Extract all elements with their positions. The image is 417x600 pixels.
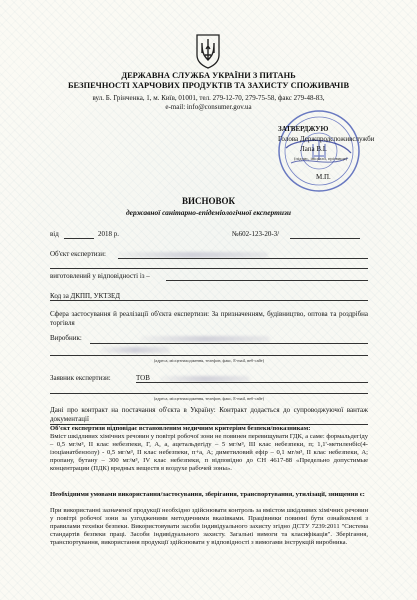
redacted-manufacturer [140, 336, 270, 342]
date-suffix: 2018 р. [98, 230, 119, 238]
org-name-line1: ДЕРЖАВНА СЛУЖБА УКРАЇНИ З ПИТАНЬ [121, 71, 296, 80]
object-line-2 [50, 268, 368, 269]
object-line [118, 258, 368, 259]
applicant-label: Заявник експертизи: [50, 374, 111, 382]
org-address: вул. Б. Грінченка, 1, м. Київ, 01001, тел. 279-12-70, 279-75-58, факс 279-48-83, [92, 94, 325, 102]
scope-text: За призначенням, будівництво, оптова та роздрібна торгівля [50, 310, 369, 327]
object-label: Об'єкт експертизи: [50, 250, 106, 258]
date-prefix: від [50, 230, 59, 238]
code-line [50, 300, 368, 301]
scope-paragraph [50, 310, 368, 328]
criteria-text: Вміст шкідливих хімічних речовин у повітрі робочої зони не повинен перевищувати ГДК, а саме: формальдегіду – 0,5 мг/м³, ІІ клас небезпеки, Г, А, а, ацетальдегіду – 5 мг/м³, ІІІ клас небезпеки, п; 1,1'-метиленбіс(4-ізоціанатбензолу) - 0,5 мг/м³, ІІ клас небезпеки, п+а, А; диметиловий ефір – 0,1 мг/м³, ІІ клас небезпеки, А; пропану, бутану – 300 мг/м³, IV клас небезпеки, п відповідно до СН 4617-88 «Предельно допустимые концентрации (ПДК) вредных веществ в воздухе рабочей зоны». [50, 433, 368, 473]
document-subtitle: державної санітарно-епідеміологічної експертизи [126, 208, 291, 217]
scope-label: Сфера застосування й реалізації об'єкта експертизи: [50, 310, 210, 318]
number-line [290, 238, 360, 239]
manufacturer-label: Виробник: [50, 334, 82, 342]
applicant-value: ТОВ [136, 374, 150, 382]
manufacturer-line-2 [50, 355, 368, 356]
approval-name-caption: (підпис, ініціали, прізвище) [294, 156, 348, 161]
applicant-caption: (адреса, місцезнаходження, телефон, факс, E-mail, веб-сайт) [153, 396, 265, 401]
ukraine-trident-emblem-icon [194, 33, 222, 69]
date-line [64, 238, 94, 239]
code-label: Код за ДКПП, УКТЗЕД [50, 292, 121, 300]
org-email: e-mail: info@consumer.gov.ua [165, 103, 252, 111]
approval-position: Голова Держпродспоживслужби [278, 135, 375, 143]
applicant-line [136, 382, 368, 383]
manufacturer-caption: (адреса, місцезнаходження, телефон, факс, E-mail, веб-сайт) [153, 358, 265, 363]
document-title: ВИСНОВОК [181, 196, 236, 206]
redacted-manufacturer-2 [100, 347, 170, 353]
contract-text: Дані про контракт на постачання об'єкта в Україну: Контракт додається до супроводжуючої вантаж документації [50, 406, 368, 423]
approval-block [278, 124, 374, 182]
org-name-line2: БЕЗПЕЧНОСТІ ХАРЧОВИХ ПРОДУКТІВ ТА ЗАХИСТУ СПОЖИВАЧІВ [67, 81, 350, 90]
criteria-heading: Об'єкт експертизи відповідає встановленим медичним критеріям безпеки/показникам: [50, 425, 311, 432]
applicant-line-2 [50, 393, 368, 394]
made-line [166, 280, 368, 281]
conditions-heading: Необхідними умовами використання/застосування, зберігання, транспортування, утилізації, знищення є: [50, 491, 365, 498]
conditions-text: При використанні зазначеної продукції необхідно здійснювати контроль за вмістом шкідливих хімічних речовин у повітрі робочої зони за узгодженими методичними вказівками. Працівники повинні бути ознайомлені з правилами техніки безпеки. Використовувати засоби індивідуального захисту згідно ДСТУ 7239:2011 "Система стандартів безпеки праці. Засоби індивідуального захисту. Загальні вимоги та класифікація". Зберігання, транспортування, використання продукції здійснювати у відповідності з вимогами інструкцій виробника. [50, 507, 368, 547]
approval-name: Лапа В.І. [300, 145, 327, 153]
approval-mp: М.П. [316, 173, 331, 181]
manufacturer-line [90, 343, 368, 344]
approval-label: ЗАТВЕРДЖУЮ [278, 125, 329, 133]
made-label: виготовлений у відповідності із – [50, 272, 150, 280]
conclusion-number: №602-123-20-3/ [232, 230, 280, 238]
